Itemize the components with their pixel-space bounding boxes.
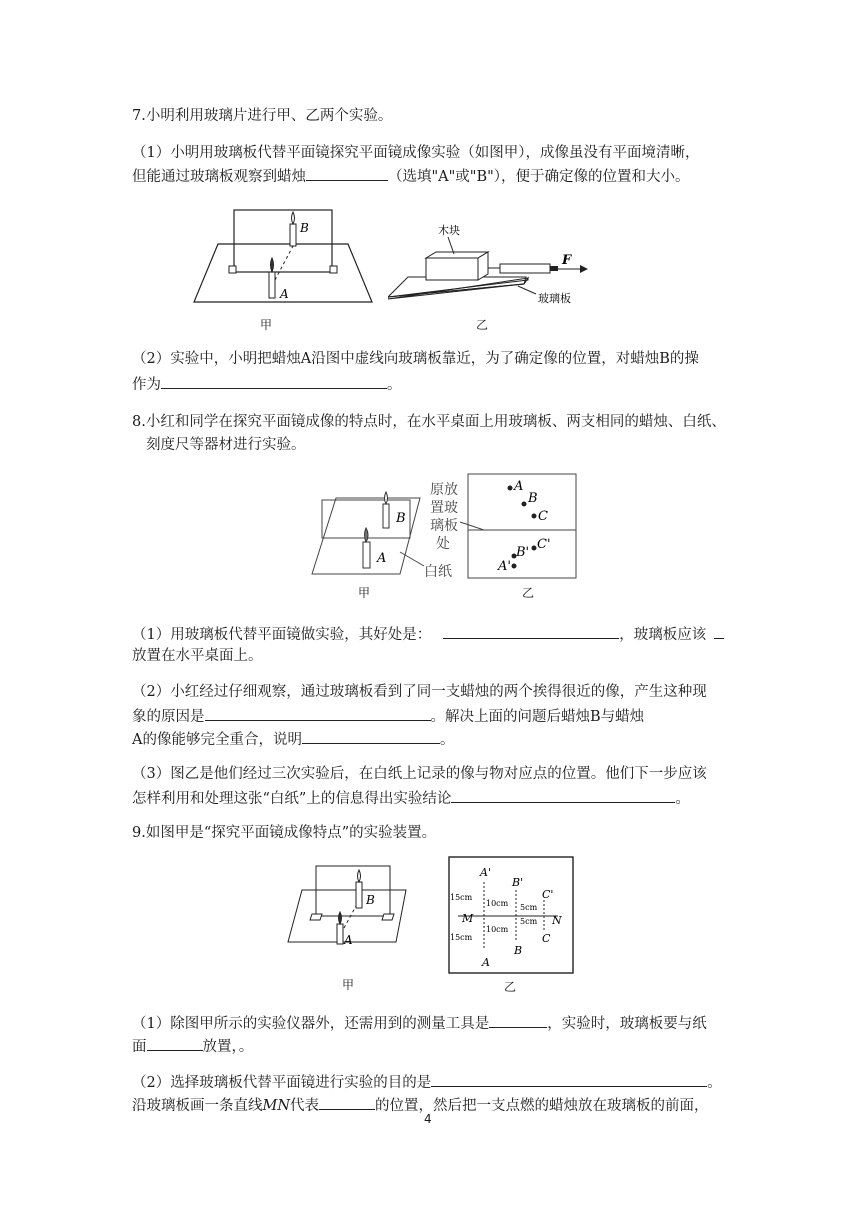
q8-part1-blank2[interactable]	[714, 623, 724, 639]
q7-part1-text-a: 但能通过玻璃板观察到蜡烛	[132, 169, 306, 185]
q7-fig-right-caption: 乙	[475, 318, 488, 332]
q9-part1-text-d: 放置，。	[202, 1039, 254, 1055]
q8-yi-c-label: C	[538, 509, 548, 524]
q8-part2-text-b: 。解决上面的问题后蜡烛B与蜡烛	[430, 709, 645, 725]
q9-b2-label: B'	[512, 876, 524, 889]
q9-figure-jia	[284, 858, 420, 950]
q8-part1-text-a: （1）用玻璃板代替平面镜做实验，其好处是：	[132, 627, 432, 643]
q9-10cm-bottom: 10cm	[486, 925, 509, 934]
q8-orig-label-1: 原放	[430, 482, 458, 498]
q9-15cm-bottom: 15cm	[450, 933, 473, 942]
q9-part1-blank2[interactable]	[147, 1035, 203, 1051]
q9-stem: 9.如图甲是“探究平面镜成像特点”的实验装置。	[132, 825, 437, 841]
q9-m-label: M	[462, 912, 474, 925]
q8-part2-blank2[interactable]	[302, 728, 440, 744]
q8-part3-text-b: 。	[675, 791, 690, 807]
q8-part1-line2: 放置在水平桌面上。	[132, 648, 263, 664]
q8-part1-blank1[interactable]	[443, 623, 619, 639]
q7-part1-text-b: （选填"A"或"B"），便于确定像的位置和大小。	[388, 169, 690, 185]
q9-part2-text-d: 代表	[290, 1098, 320, 1114]
q7-part2-blank[interactable]	[161, 373, 387, 389]
q7-part2-line2	[132, 373, 402, 395]
q8-orig-label-2: 置玻	[430, 500, 458, 516]
q9-part2-blank2[interactable]	[319, 1094, 375, 1110]
q8-jia-b-label: B	[396, 511, 406, 526]
q9-b-label: B	[514, 944, 523, 957]
q7-part2-line1: （2）实验中，小明把蜡烛A沿图中虚线向玻璃板靠近，为了确定像的位置，对蜡烛B的操	[132, 351, 699, 367]
q8-part2-text-c: A的像能够完全重合，说明	[132, 732, 302, 748]
page-number: 4	[424, 1112, 432, 1126]
q9-part2-line1	[132, 1071, 722, 1093]
q8-part3-line2	[132, 787, 690, 809]
q7-force-label: F	[562, 253, 572, 268]
q9-part2-text-a: （2）选择玻璃板代替平面镜进行实验的目的是	[132, 1075, 432, 1091]
q8-stem-line2: 刻度尺等器材进行实验。	[146, 437, 306, 453]
q9-mn-label: MN	[262, 1098, 291, 1114]
q7-candle-b-label: B	[300, 221, 309, 235]
q9-5cm-bottom: 5cm	[520, 917, 538, 926]
q7-part1-line2	[132, 165, 690, 187]
q9-part1-line2	[132, 1035, 253, 1057]
q8-fig-left-caption: 甲	[357, 586, 370, 600]
q8-yi-b-label: B	[528, 491, 538, 506]
q8-yi-a2-label: A'	[498, 559, 511, 574]
q9-part2-line2	[132, 1094, 709, 1116]
q9-fig-left-caption: 甲	[341, 978, 354, 992]
q8-part2-line2	[132, 705, 644, 727]
q7-block-label: 木块	[438, 224, 460, 237]
q9-part1-text-c: 面	[132, 1039, 147, 1055]
q7-fig-left-caption: 甲	[259, 318, 272, 332]
q8-yi-a-label: A	[514, 479, 524, 494]
q8-part3-line1: （3）图乙是他们经过三次实验后，在白纸上记录的像与物对应点的位置。他们下一步应该	[132, 766, 707, 782]
q9-part1-text-b: ，实验时，玻璃板要与纸	[547, 1016, 707, 1032]
q7-stem: 7.小明利用玻璃片进行甲、乙两个实验。	[132, 108, 393, 124]
q9-part2-text-c: 沿玻璃板画一条直线	[132, 1098, 263, 1114]
q8-stem-line1: 8.小红和同学在探究平面镜成像的特点时，在水平桌面上用玻璃板、两支相同的蜡烛、白纸、	[132, 414, 726, 430]
q8-part2-blank1[interactable]	[205, 705, 431, 721]
q9-fig-right-caption: 乙	[503, 980, 516, 994]
q7-part1-line1: （1）小明用玻璃板代替平面镜探究平面镜成像实验（如图甲），成像虽没有平面境清晰，	[132, 145, 700, 161]
q8-orig-label-4: 处	[436, 536, 450, 552]
q9-a2-label: A'	[480, 866, 491, 879]
q9-c-label: C	[542, 932, 551, 945]
q8-part1-line1	[132, 623, 724, 645]
q9-a-label: A	[482, 956, 490, 969]
q9-part2-blank1[interactable]	[431, 1071, 707, 1087]
q9-5cm-top: 5cm	[520, 903, 538, 912]
q8-part3-text-a: 怎样利用和处理这张“白纸”上的信息得出实验结论	[132, 791, 452, 807]
q9-figure-yi	[448, 856, 574, 974]
q8-yi-b2-label: B'	[516, 545, 530, 560]
q7-part2-text-b: 。	[387, 377, 402, 393]
q8-fig-right-caption: 乙	[521, 586, 534, 600]
q9-jia-a-label: A	[344, 933, 353, 947]
q7-figure-jia	[190, 202, 380, 312]
q9-c2-label: C'	[542, 888, 554, 901]
q9-15cm-top: 15cm	[450, 893, 473, 902]
q8-jia-a-label: A	[377, 551, 387, 566]
q8-part1-text-b: ，玻璃板应该	[619, 627, 707, 643]
q8-part2-line3	[132, 728, 454, 750]
q9-part2-text-b: 。	[707, 1075, 722, 1091]
q8-part3-blank[interactable]	[451, 787, 675, 803]
q8-figure	[300, 470, 590, 582]
q8-part2-text-a: 象的原因是	[132, 709, 205, 725]
q8-yi-c2-label: C'	[537, 537, 551, 552]
q8-paper-label: 白纸	[424, 564, 452, 580]
q8-part2-text-d: 。	[439, 732, 455, 748]
q7-figure-yi	[388, 222, 598, 312]
q7-glass-label: 玻璃板	[538, 292, 571, 305]
q9-part1-line1	[132, 1012, 707, 1034]
q9-part1-text-a: （1）除图甲所示的实验仪器外，还需用到的测量工具是	[132, 1016, 490, 1032]
q9-n-label: N	[552, 914, 562, 927]
q8-part2-line1: （2）小红经过仔细观察，通过玻璃板看到了同一支蜡烛的两个挨得很近的像，产生这种现	[132, 684, 707, 700]
q7-part1-blank[interactable]	[306, 165, 388, 181]
q7-candle-a-label: A	[280, 287, 289, 301]
q7-part2-text-a: 作为	[132, 377, 161, 393]
q9-jia-b-label: B	[366, 893, 375, 907]
q9-part1-blank1[interactable]	[489, 1012, 547, 1028]
q8-orig-label-3: 璃板	[430, 518, 458, 534]
q9-part2-text-e: 的位置，然后把一支点燃的蜡烛放在玻璃板的前面，	[375, 1098, 709, 1114]
q9-10cm-top: 10cm	[486, 899, 509, 908]
